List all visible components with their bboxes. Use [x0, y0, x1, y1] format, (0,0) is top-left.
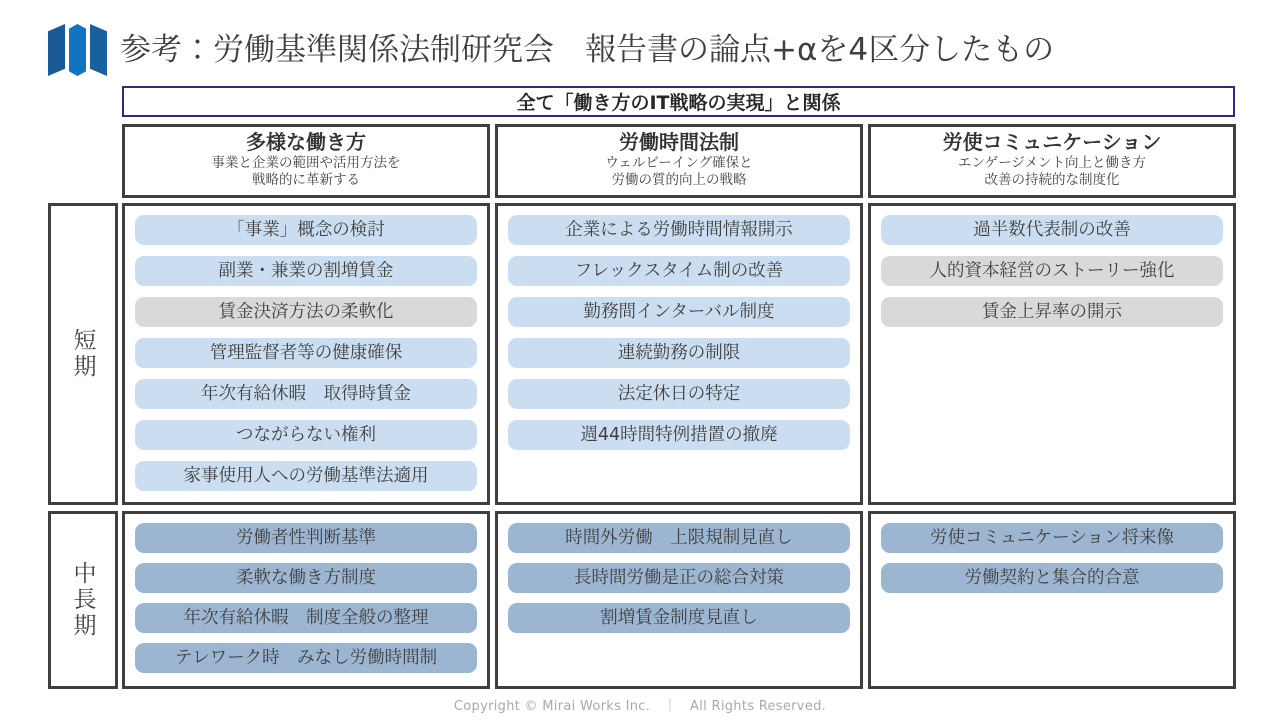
cell-diverse-work-short-term [122, 203, 490, 505]
topic-chip: 連続勤務の制限 [508, 338, 850, 368]
topic-chip: 「事業」概念の検討 [135, 215, 477, 245]
column-title: 労働時間法制 [619, 130, 739, 154]
column-subtitle [871, 155, 1233, 189]
column-title: 多様な働き方 [246, 130, 366, 154]
cell-working-hours-law-short-term [495, 203, 863, 505]
page-title: 参考：労働基準関係法制研究会 報告書の論点+αを4区分したもの [120, 32, 1055, 68]
topic-chip: 労働者性判断基準 [135, 523, 477, 553]
column-subtitle-line: エンゲージメント向上と働き方 [957, 155, 1147, 171]
topic-chip: 割増賃金制度見直し [508, 603, 850, 633]
row-label-short-term-text: 短期 [69, 328, 96, 380]
topic-chip: 企業による労働時間情報開示 [508, 215, 850, 245]
column-header-labor-management-communication [868, 124, 1236, 198]
cell-diverse-work-mid-long-term [122, 511, 490, 689]
topic-chip: 家事使用人への労働基準法適用 [135, 461, 477, 491]
row-label-mid-long-term [48, 511, 118, 689]
topic-chip: 賃金決済方法の柔軟化 [135, 297, 477, 327]
topic-chip: 年次有給休暇 取得時賃金 [135, 379, 477, 409]
copyright-text: Copyright © Mirai Works Inc. ｜ All Rights Reserved. [453, 699, 827, 714]
topic-chip: 副業・兼業の割増賃金 [135, 256, 477, 286]
column-header-working-hours-law [495, 124, 863, 198]
row-label-short-term [48, 203, 118, 505]
topic-chip: つながらない権利 [135, 420, 477, 450]
topic-chip: 長時間労働是正の総合対策 [508, 563, 850, 593]
relation-banner [122, 86, 1235, 117]
column-title: 労使コミュニケーション [942, 130, 1162, 154]
logo-bar-left [48, 24, 65, 76]
column-subtitle-line: 戦略的に革新する [252, 172, 360, 188]
topic-chip: 人的資本経営のストーリー強化 [881, 256, 1223, 286]
cell-labor-management-communication-short-term [868, 203, 1236, 505]
topic-chip: 過半数代表制の改善 [881, 215, 1223, 245]
column-subtitle [125, 155, 487, 189]
topic-chip: 柔軟な働き方制度 [135, 563, 477, 593]
column-subtitle-line: ウェルビーイング確保と [605, 155, 753, 171]
cell-labor-management-communication-mid-long-term [868, 511, 1236, 689]
topic-chip: 労働契約と集合的合意 [881, 563, 1223, 593]
column-subtitle-line: 事業と企業の範囲や活用方法を [211, 155, 401, 171]
mirai-works-logo-icon [48, 24, 110, 76]
topic-chip: 時間外労働 上限規制見直し [508, 523, 850, 553]
row-label-mid-long-term-text: 中長期 [69, 561, 96, 639]
topic-chip: テレワーク時 みなし労働時間制 [135, 643, 477, 673]
cell-working-hours-law-mid-long-term [495, 511, 863, 689]
column-subtitle [498, 155, 860, 189]
column-subtitle-line: 労働の質的向上の戦略 [611, 172, 747, 188]
topic-chip: 法定休日の特定 [508, 379, 850, 409]
topic-chip: 管理監督者等の健康確保 [135, 338, 477, 368]
logo-bar-right [90, 24, 107, 76]
topic-chip: 勤務間インターバル制度 [508, 297, 850, 327]
column-subtitle-line: 改善の持続的な制度化 [984, 172, 1120, 188]
relation-banner-label: 全て「働き方のIT戦略の実現」と関係 [516, 92, 841, 114]
topic-chip: 週44時間特例措置の撤廃 [508, 420, 850, 450]
logo-bar-middle [69, 24, 86, 76]
column-header-diverse-work [122, 124, 490, 198]
topic-chip: 年次有給休暇 制度全般の整理 [135, 603, 477, 633]
topic-chip: フレックスタイム制の改善 [508, 256, 850, 286]
topic-chip: 賃金上昇率の開示 [881, 297, 1223, 327]
topic-chip: 労使コミュニケーション将来像 [881, 523, 1223, 553]
